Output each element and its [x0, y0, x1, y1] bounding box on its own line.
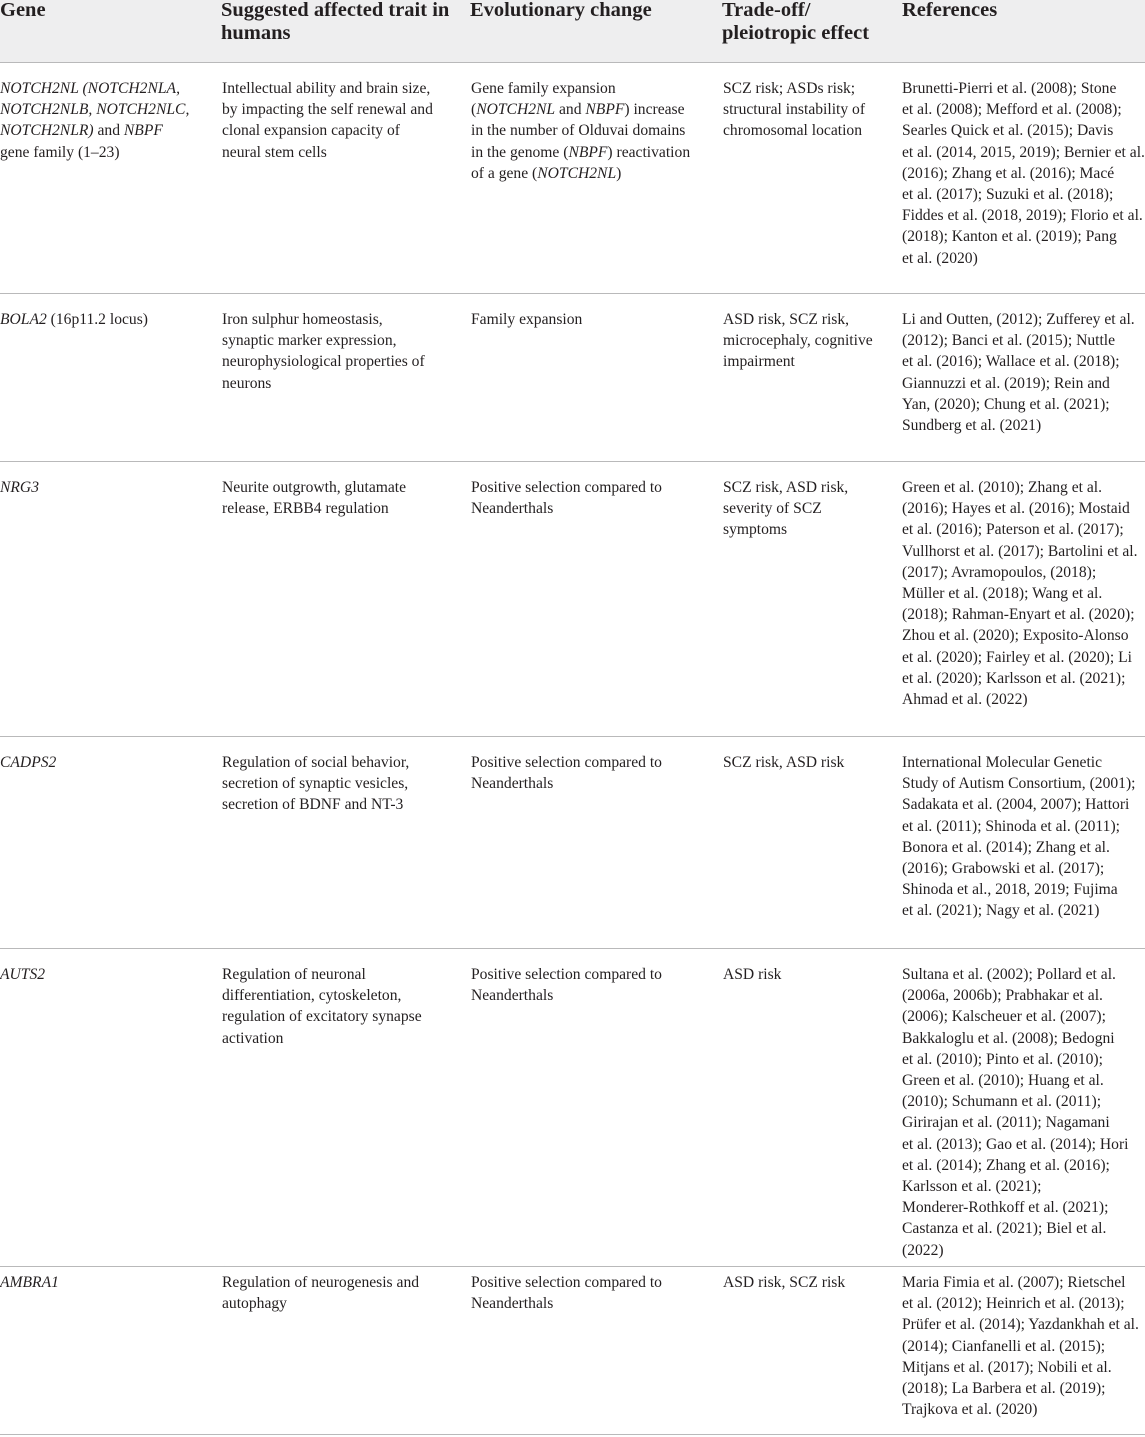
- references-line: Monderer-Rothkoff et al. (2021);: [902, 1199, 1109, 1217]
- references-line: (2014); Cianfanelli et al. (2015);: [902, 1337, 1106, 1355]
- cell-trait: [222, 1272, 419, 1314]
- trait-line: Regulation of neurogenesis and: [222, 1274, 420, 1291]
- gene-line: gene family (1–23): [0, 143, 120, 161]
- cell-evolution: [471, 477, 662, 519]
- cell-gene: [0, 78, 189, 163]
- tradeoff-line: impairment: [723, 353, 795, 371]
- cell-tradeoff: [723, 1272, 845, 1293]
- trait-line: Neurite outgrowth, glutamate: [222, 479, 407, 496]
- cell-references: [902, 964, 1128, 1261]
- tradeoff-line: ASD risk, SCZ risk,: [723, 311, 850, 328]
- cell-evolution: [471, 78, 690, 184]
- header-gene: Gene: [0, 0, 46, 21]
- references-line: Karlsson et al. (2021);: [902, 1178, 1042, 1196]
- references-line: Mitjans et al. (2017); Nobili et al.: [902, 1358, 1112, 1376]
- header-references: References: [902, 0, 998, 21]
- references-line: (2016); Hayes et al. (2016); Mostaid: [902, 500, 1130, 518]
- references-line: (2017); Avramopoulos, (2018);: [902, 563, 1097, 581]
- cell-trait: [222, 78, 433, 163]
- cell-gene: [0, 964, 45, 985]
- gene-line: AUTS2: [0, 966, 46, 983]
- trait-line: autophagy: [222, 1295, 287, 1313]
- references-line: et al. (2020); Karlsson et al. (2021);: [902, 669, 1126, 687]
- header-divider: [0, 62, 1145, 63]
- references-line: (2006); Kalscheuer et al. (2007);: [902, 1008, 1106, 1026]
- references-line: Castanza et al. (2021); Biel et al.: [902, 1220, 1107, 1238]
- references-line: et al. (2012); Heinrich et al. (2013);: [902, 1295, 1125, 1313]
- header-tradeoff: Trade-off/ pleiotropic effect: [722, 0, 870, 44]
- gene-line: AMBRA1: [0, 1274, 59, 1291]
- gene-line: NRG3: [0, 479, 39, 496]
- tradeoff-line: chromosomal location: [723, 122, 863, 140]
- tradeoff-line: symptoms: [723, 521, 788, 539]
- references-line: et al. (2020): [902, 249, 978, 267]
- references-line: et al. (2011); Shinoda et al. (2011);: [902, 817, 1120, 835]
- cell-gene: [0, 1272, 59, 1293]
- references-line: et al. (2020); Fairley et al. (2020); Li: [902, 648, 1132, 666]
- cell-references: [902, 309, 1135, 436]
- row-divider: [0, 461, 1145, 462]
- references-line: Girirajan et al. (2011); Nagamani: [902, 1114, 1110, 1132]
- evolution-line: Neanderthals: [471, 775, 554, 793]
- cell-evolution: [471, 964, 662, 1006]
- references-line: et al. (2008); Mefford et al. (2008);: [902, 101, 1122, 119]
- references-line: Li and Outten, (2012); Zufferey et al.: [902, 311, 1135, 328]
- cell-tradeoff: [723, 78, 865, 142]
- tradeoff-line: microcephaly, cognitive: [723, 332, 873, 350]
- row-divider: [0, 1266, 1145, 1267]
- evolution-line: Positive selection compared to: [471, 966, 662, 983]
- evolution-line: (NOTCH2NL and NBPF) increase: [471, 101, 685, 119]
- tradeoff-line: ASD risk: [723, 966, 782, 983]
- evolution-line: Positive selection compared to: [471, 1274, 662, 1291]
- references-line: (2010); Schumann et al. (2011);: [902, 1093, 1102, 1111]
- cell-references: [902, 78, 1145, 269]
- references-line: et al. (2021); Nagy et al. (2021): [902, 902, 1100, 920]
- cell-trait: [222, 752, 409, 816]
- trait-line: neurophysiological properties of: [222, 353, 425, 371]
- evolution-line: Family expansion: [471, 311, 583, 328]
- evolution-line: Positive selection compared to: [471, 754, 662, 771]
- references-line: et al. (2010); Pinto et al. (2010);: [902, 1050, 1103, 1068]
- cell-gene: [0, 752, 56, 773]
- cell-trait: [222, 309, 425, 394]
- references-line: Green et al. (2010); Zhang et al.: [902, 479, 1103, 496]
- references-line: (2016); Zhang et al. (2016); Macé: [902, 164, 1115, 182]
- cell-references: [902, 752, 1136, 922]
- trait-line: differentiation, cytoskeleton,: [222, 987, 402, 1005]
- references-line: Shinoda et al., 2018, 2019; Fujima: [902, 881, 1118, 899]
- row-divider: [0, 736, 1145, 737]
- tradeoff-line: severity of SCZ: [723, 500, 822, 518]
- cell-tradeoff: [723, 309, 873, 373]
- evolution-line: Neanderthals: [471, 987, 554, 1005]
- cell-references: [902, 477, 1138, 710]
- evolution-line: Neanderthals: [471, 1295, 554, 1313]
- references-line: Prüfer et al. (2014); Yazdankhah et al.: [902, 1316, 1139, 1334]
- cell-evolution: [471, 1272, 662, 1314]
- cell-evolution: [471, 309, 582, 330]
- trait-line: Regulation of neuronal: [222, 966, 366, 983]
- tradeoff-line: ASD risk, SCZ risk: [723, 1274, 846, 1291]
- references-line: Sultana et al. (2002); Pollard et al.: [902, 966, 1116, 983]
- references-line: (2022): [902, 1241, 944, 1259]
- trait-line: by impacting the self renewal and: [222, 101, 433, 119]
- header-trait: Suggested affected trait in humans: [221, 0, 450, 44]
- references-line: Trajkova et al. (2020): [902, 1401, 1038, 1419]
- references-line: Ahmad et al. (2022): [902, 691, 1028, 709]
- references-line: et al. (2014); Zhang et al. (2016);: [902, 1156, 1110, 1174]
- evolution-line: Positive selection compared to: [471, 479, 662, 496]
- references-line: International Molecular Genetic: [902, 754, 1103, 771]
- cell-tradeoff: [723, 752, 844, 773]
- gene-line: NOTCH2NL (NOTCH2NLA,: [0, 80, 180, 97]
- references-line: Sadakata et al. (2004, 2007); Hattori: [902, 796, 1130, 814]
- references-line: Maria Fimia et al. (2007); Rietschel: [902, 1274, 1126, 1291]
- references-line: et al. (2013); Gao et al. (2014); Hori: [902, 1135, 1129, 1153]
- trait-line: regulation of excitatory synapse: [222, 1008, 422, 1026]
- references-line: Green et al. (2010); Huang et al.: [902, 1072, 1104, 1090]
- row-divider: [0, 293, 1145, 294]
- references-line: (2016); Grabowski et al. (2017);: [902, 860, 1105, 878]
- references-line: (2006a, 2006b); Prabhakar et al.: [902, 987, 1103, 1005]
- evolution-line: in the genome (NBPF) reactivation: [471, 143, 691, 161]
- references-line: (2018); Kanton et al. (2019); Pang: [902, 228, 1117, 246]
- references-line: (2018); Rahman-Enyart et al. (2020);: [902, 606, 1135, 624]
- references-line: et al. (2017); Suzuki et al. (2018);: [902, 186, 1114, 204]
- cell-trait: [222, 477, 406, 519]
- evolution-line: Gene family expansion: [471, 80, 616, 97]
- cell-tradeoff: [723, 964, 781, 985]
- gene-line: NOTCH2NLR) and NBPF: [0, 122, 163, 140]
- references-line: Vullhorst et al. (2017); Bartolini et al.: [902, 542, 1138, 560]
- references-line: et al. (2014, 2015, 2019); Bernier et al.: [902, 143, 1145, 161]
- gene-line: CADPS2: [0, 754, 57, 771]
- references-line: Giannuzzi et al. (2019); Rein and: [902, 374, 1110, 392]
- trait-line: clonal expansion capacity of: [222, 122, 400, 140]
- cell-evolution: [471, 752, 662, 794]
- tradeoff-line: SCZ risk; ASDs risk;: [723, 80, 856, 97]
- references-line: Fiddes et al. (2018, 2019); Florio et al.: [902, 207, 1143, 225]
- references-line: et al. (2016); Wallace et al. (2018);: [902, 353, 1120, 371]
- evolution-line: in the number of Olduvai domains: [471, 122, 686, 140]
- tradeoff-line: SCZ risk, ASD risk: [723, 754, 845, 771]
- trait-line: synaptic marker expression,: [222, 332, 397, 350]
- evolution-line: Neanderthals: [471, 500, 554, 518]
- references-line: (2018); La Barbera et al. (2019);: [902, 1380, 1106, 1398]
- header-evolution: Evolutionary change: [470, 0, 652, 21]
- references-line: Bakkaloglu et al. (2008); Bedogni: [902, 1029, 1115, 1047]
- references-line: Searles Quick et al. (2015); Davis: [902, 122, 1114, 140]
- gene-line: BOLA2 (16p11.2 locus): [0, 311, 148, 328]
- references-line: Zhou et al. (2020); Exposito-Alonso: [902, 627, 1129, 645]
- trait-line: secretion of BDNF and NT-3: [222, 796, 404, 814]
- trait-line: release, ERBB4 regulation: [222, 500, 389, 518]
- references-line: Study of Autism Consortium, (2001);: [902, 775, 1136, 793]
- trait-line: secretion of synaptic vesicles,: [222, 775, 409, 793]
- tradeoff-line: structural instability of: [723, 101, 866, 119]
- trait-line: Regulation of social behavior,: [222, 754, 410, 771]
- references-line: Yan, (2020); Chung et al. (2021);: [902, 395, 1110, 413]
- trait-line: Iron sulphur homeostasis,: [222, 311, 383, 328]
- references-line: Müller et al. (2018); Wang et al.: [902, 585, 1103, 603]
- cell-references: [902, 1272, 1139, 1420]
- references-line: Bonora et al. (2014); Zhang et al.: [902, 838, 1110, 856]
- tradeoff-line: SCZ risk, ASD risk,: [723, 479, 849, 496]
- cell-gene: [0, 309, 148, 330]
- evolution-line: of a gene (NOTCH2NL): [471, 164, 622, 182]
- row-divider: [0, 948, 1145, 949]
- cell-gene: [0, 477, 39, 498]
- trait-line: neurons: [222, 374, 272, 392]
- references-line: et al. (2016); Paterson et al. (2017);: [902, 521, 1124, 539]
- trait-line: neural stem cells: [222, 143, 327, 161]
- references-line: Brunetti-Pierri et al. (2008); Stone: [902, 80, 1117, 97]
- trait-line: Intellectual ability and brain size,: [222, 80, 431, 97]
- references-line: Sundberg et al. (2021): [902, 417, 1042, 435]
- gene-line: NOTCH2NLB, NOTCH2NLC,: [0, 101, 190, 119]
- table-bottom-border: [0, 1434, 1145, 1435]
- cell-trait: [222, 964, 422, 1049]
- references-line: (2012); Banci et al. (2015); Nuttle: [902, 332, 1116, 350]
- trait-line: activation: [222, 1029, 284, 1047]
- cell-tradeoff: [723, 477, 848, 541]
